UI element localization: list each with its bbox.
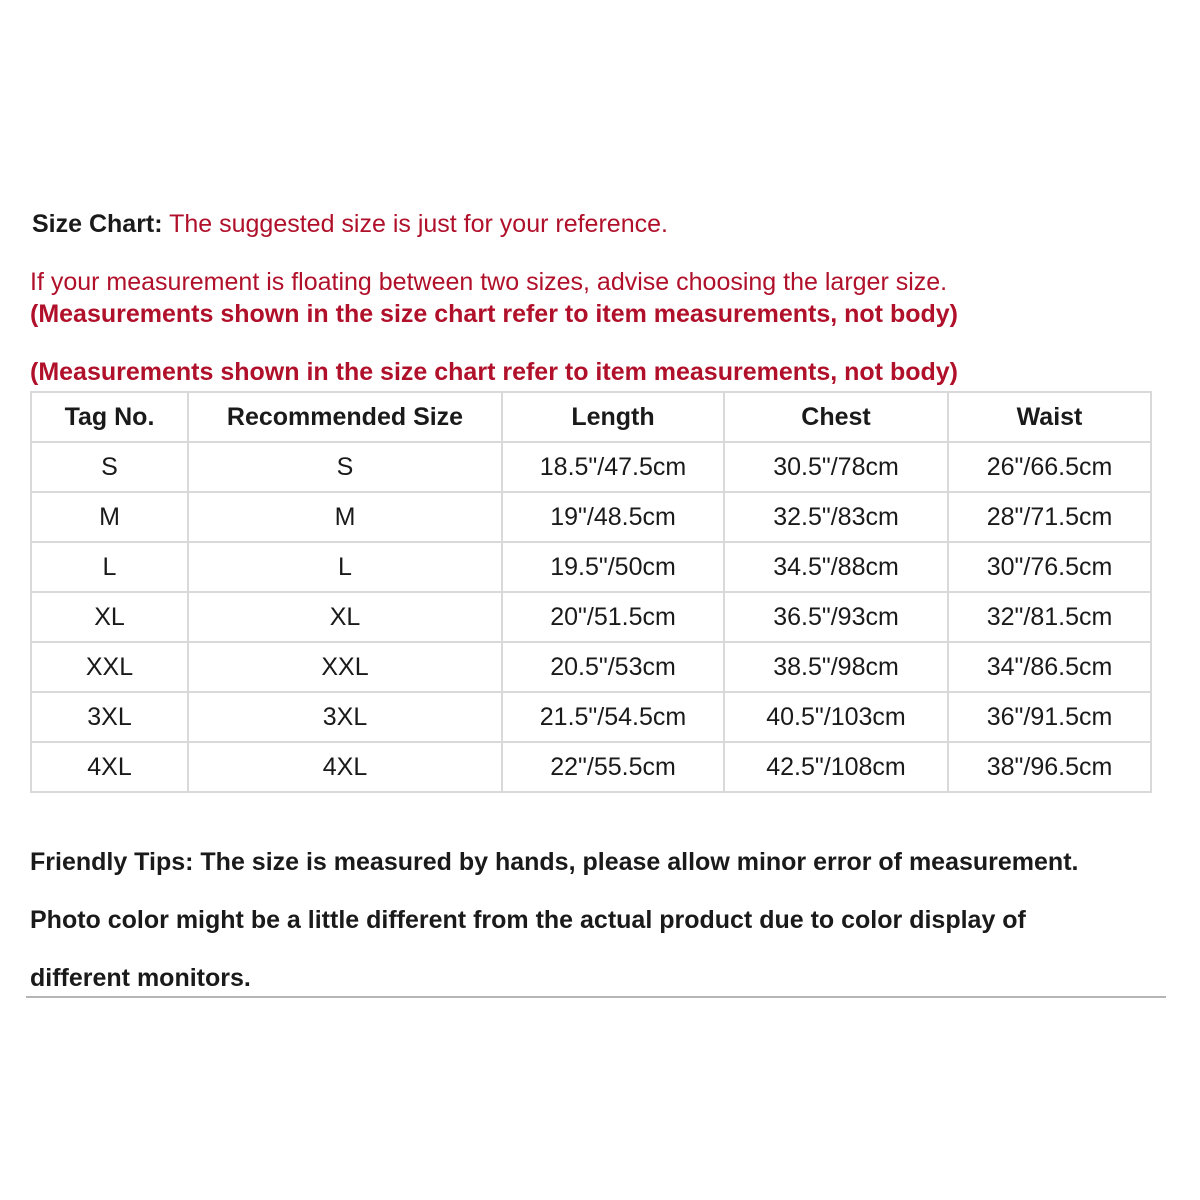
cell-recommended-size: M [188,492,502,542]
cell-chest: 30.5"/78cm [724,442,948,492]
cell-tag-no: L [31,542,188,592]
table-row [31,492,1151,542]
cell-waist: 36"/91.5cm [948,692,1151,742]
size-chart-label: Size Chart: [32,210,163,238]
cell-length: 19.5"/50cm [502,542,724,592]
column-header-waist: Waist [948,392,1151,442]
cell-waist: 30"/76.5cm [948,542,1151,592]
cell-length: 18.5"/47.5cm [502,442,724,492]
friendly-tips-line-2: Photo color might be a little different from the actual product due to color display of [30,906,1026,934]
size-chart-title [32,210,668,239]
column-header-recommended-size: Recommended Size [188,392,502,442]
cell-recommended-size: S [188,442,502,492]
measurement-note-1: (Measurements shown in the size chart refer to item measurements, not body) [30,300,958,328]
friendly-tips-line-3: different monitors. [30,964,251,992]
cell-length: 19"/48.5cm [502,492,724,542]
cell-waist: 26"/66.5cm [948,442,1151,492]
size-chart-reference-text: The suggested size is just for your reference. [169,210,668,238]
cell-recommended-size: 4XL [188,742,502,792]
cell-tag-no: XXL [31,642,188,692]
cell-recommended-size: XL [188,592,502,642]
table-row [31,742,1151,792]
size-table [30,391,1152,793]
cell-waist: 28"/71.5cm [948,492,1151,542]
bottom-divider [26,996,1166,998]
cell-chest: 42.5"/108cm [724,742,948,792]
column-header-length: Length [502,392,724,442]
friendly-tips-line-1: Friendly Tips: The size is measured by hands, please allow minor error of measurement. [30,848,1079,876]
measurement-note-2: (Measurements shown in the size chart refer to item measurements, not body) [30,358,958,386]
size-advice-text: If your measurement is floating between two sizes, advise choosing the larger size. [30,268,948,296]
cell-tag-no: 3XL [31,692,188,742]
cell-chest: 36.5"/93cm [724,592,948,642]
column-header-chest: Chest [724,392,948,442]
cell-waist: 38"/96.5cm [948,742,1151,792]
cell-chest: 32.5"/83cm [724,492,948,542]
table-row [31,542,1151,592]
cell-waist: 32"/81.5cm [948,592,1151,642]
cell-chest: 34.5"/88cm [724,542,948,592]
table-row [31,692,1151,742]
cell-tag-no: S [31,442,188,492]
table-row [31,442,1151,492]
column-header-tag-no: Tag No. [31,392,188,442]
cell-recommended-size: 3XL [188,692,502,742]
table-row [31,592,1151,642]
cell-length: 21.5"/54.5cm [502,692,724,742]
cell-length: 20"/51.5cm [502,592,724,642]
table-header-row [31,392,1151,442]
cell-chest: 40.5"/103cm [724,692,948,742]
cell-tag-no: M [31,492,188,542]
cell-recommended-size: XXL [188,642,502,692]
cell-length: 22"/55.5cm [502,742,724,792]
cell-waist: 34"/86.5cm [948,642,1151,692]
cell-recommended-size: L [188,542,502,592]
cell-chest: 38.5"/98cm [724,642,948,692]
cell-tag-no: 4XL [31,742,188,792]
cell-length: 20.5"/53cm [502,642,724,692]
cell-tag-no: XL [31,592,188,642]
table-row [31,642,1151,692]
